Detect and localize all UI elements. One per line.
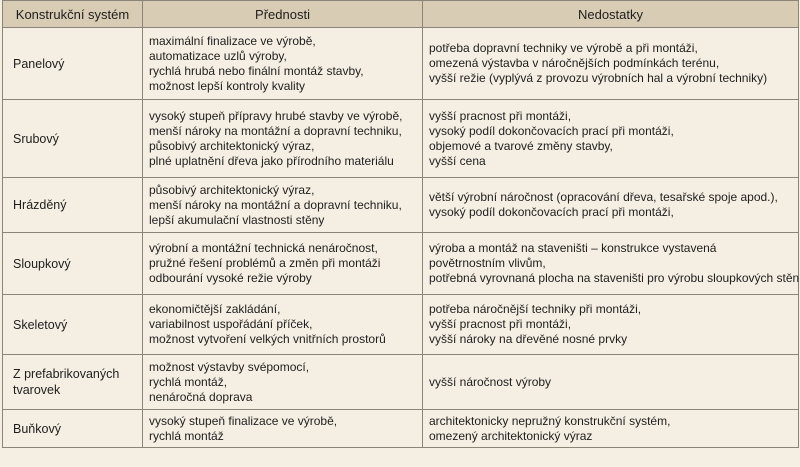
header-system: Konstrukční systém	[3, 1, 143, 28]
header-pros: Přednosti	[143, 1, 423, 28]
cell-line: vyšší režie (vyplývá z provozu výrobních hal a výrobní techniky)	[429, 71, 768, 85]
cell-line: odbourání vysoké režie výroby	[149, 271, 312, 285]
pros-cell	[143, 295, 423, 355]
system-cell	[3, 178, 143, 233]
cell-line: vyšší cena	[429, 153, 486, 168]
system-cell	[3, 355, 143, 410]
table-row	[3, 295, 799, 355]
cons-cell	[423, 295, 799, 355]
cell-line: Srubový	[13, 131, 59, 146]
table-row	[3, 355, 799, 410]
cell-line: možnost lepší kontroly kvality	[149, 78, 306, 93]
system-cell	[3, 410, 143, 448]
system-cell	[3, 28, 143, 100]
cell-line: maximální finalizace ve výrobě,	[149, 33, 316, 48]
cell-line: možnost výstavby svépomocí,	[149, 359, 310, 374]
cell-line: menší nároky na montážní a dopravní techniku,	[149, 197, 402, 212]
cell-line: výrobní a montážní technická nenáročnost,	[149, 241, 378, 255]
cell-line: omezená výstavba v náročnějších podmínkách terénu,	[429, 56, 720, 70]
cell-line: vyšší náročnost výroby	[429, 374, 552, 389]
cons-cell	[423, 100, 799, 178]
cell-line: Buňkový	[13, 421, 61, 436]
cell-line: omezený architektonický výraz	[429, 428, 593, 443]
cell-line: tvarovek	[13, 383, 61, 397]
cell-line: rychlá montáž,	[149, 374, 228, 389]
cell-line: působivý architektonický výraz,	[149, 182, 315, 197]
cell-line: ekonomičtější zakládání,	[149, 302, 281, 316]
table-row	[3, 28, 799, 100]
cell-line: automatizace uzlů výroby,	[149, 48, 287, 63]
cell-line: rychlá montáž	[149, 428, 224, 443]
cell-line: Skeletový	[13, 317, 68, 332]
cell-line: povětrnostním vlivům,	[429, 256, 546, 270]
system-cell	[3, 233, 143, 295]
cell-line: možnost vytvoření velkých vnitřních prostorů	[149, 332, 386, 346]
cell-line: variabilnost uspořádání příček,	[149, 317, 313, 331]
cell-line: vyšší pracnost při montáži,	[429, 108, 572, 123]
cell-line: výroba a montáž na staveništi – konstrukce vystavená	[429, 241, 717, 255]
cell-line: potřebná vyrovnaná plocha na staveništi pro výrobu sloupkových stěn	[429, 271, 800, 285]
comparison-table	[2, 0, 799, 448]
table-row	[3, 178, 799, 233]
cell-line: vysoký podíl dokončovacích prací při montáži,	[429, 205, 674, 219]
pros-cell	[143, 410, 423, 448]
table-row	[3, 100, 799, 178]
pros-cell	[143, 355, 423, 410]
cell-line: působivý architektonický výraz,	[149, 138, 315, 153]
cell-line: plné uplatnění dřeva jako přírodního materiálu	[149, 153, 394, 168]
cell-line: vysoký stupeň přípravy hrubé stavby ve výrobě,	[149, 108, 403, 123]
cell-line: menší nároky na montážní a dopravní techniku,	[149, 123, 402, 138]
cell-line: lepší akumulační vlastnosti stěny	[149, 212, 325, 227]
cell-line: objemové a tvarové změny stavby,	[429, 138, 613, 153]
table-row	[3, 410, 799, 448]
cell-line: větší výrobní náročnost (opracování dřeva, tesařské spoje apod.),	[429, 190, 778, 204]
cell-line: Panelový	[13, 56, 65, 71]
system-cell	[3, 100, 143, 178]
cell-line: vyšší nároky na dřevěné nosné prvky	[429, 332, 628, 346]
cell-line: nenáročná doprava	[149, 389, 253, 404]
system-cell	[3, 295, 143, 355]
pros-cell	[143, 100, 423, 178]
cell-line: Z prefabrikovaných	[13, 367, 120, 381]
cons-cell	[423, 410, 799, 448]
cons-cell	[423, 28, 799, 100]
cell-line: potřeba náročnější techniky při montáži,	[429, 302, 642, 316]
pros-cell	[143, 28, 423, 100]
cell-line: vysoký stupeň finalizace ve výrobě,	[149, 413, 338, 428]
cell-line: rychlá hrubá nebo finální montáž stavby,	[149, 63, 364, 78]
header-row	[3, 1, 799, 28]
cell-line: architektonicky nepružný konstrukční systém,	[429, 413, 671, 428]
cons-cell	[423, 233, 799, 295]
table-row	[3, 233, 799, 295]
cons-cell	[423, 355, 799, 410]
pros-cell	[143, 178, 423, 233]
pros-cell	[143, 233, 423, 295]
cell-line: pružné řešení problémů a změn při montáži	[149, 256, 381, 270]
header-cons: Nedostatky	[423, 1, 799, 28]
cons-cell	[423, 178, 799, 233]
cell-line: Sloupkový	[13, 256, 71, 271]
cell-line: vysoký podíl dokončovacích prací při montáži,	[429, 123, 674, 138]
cell-line: Hrázděný	[13, 198, 67, 212]
cell-line: vyšší pracnost při montáži,	[429, 317, 572, 331]
cell-line: potřeba dopravní techniky ve výrobě a při montáži,	[429, 41, 698, 55]
